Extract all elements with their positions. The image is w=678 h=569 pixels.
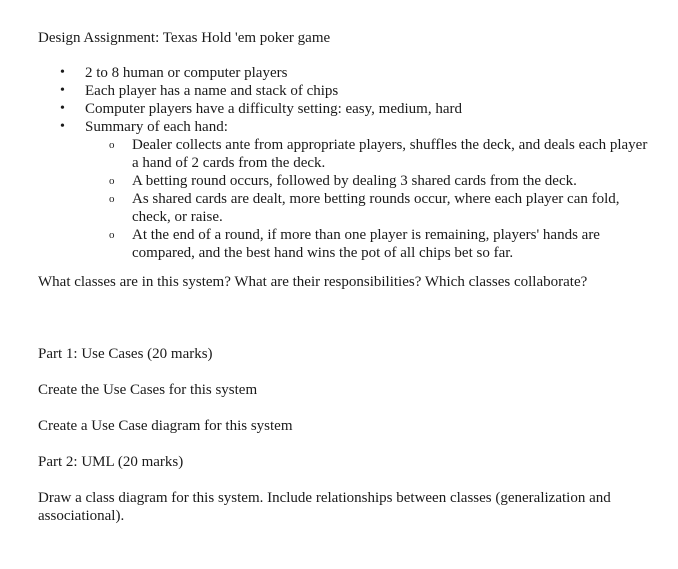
- hand-summary-sublist: [85, 136, 653, 262]
- sub-bullet-item: [85, 136, 653, 172]
- sub-bullet-text: As shared cards are dealt, more betting rounds occur, where each player can fold, check, or raise.: [132, 191, 620, 225]
- bullet-circle-icon: o: [109, 175, 115, 187]
- bullet-item: [38, 118, 653, 262]
- bullet-text: 2 to 8 human or computer players: [85, 65, 288, 81]
- bullet-dot-icon: •: [60, 65, 65, 80]
- bullet-item: [38, 100, 653, 118]
- bullet-circle-icon: o: [109, 139, 115, 151]
- bullet-text: Summary of each hand:: [85, 119, 228, 135]
- bullet-text: Computer players have a difficulty setting: easy, medium, hard: [85, 101, 462, 117]
- part2-instruction-class-diagram: Draw a class diagram for this system. Include relationships between classes (generalization and associational).: [38, 490, 611, 524]
- bullet-circle-icon: o: [109, 193, 115, 205]
- bullet-circle-icon: o: [109, 229, 115, 241]
- sub-bullet-text: Dealer collects ante from appropriate players, shuffles the deck, and deals each player a hand of 2 cards from the deck.: [132, 137, 648, 171]
- part2-heading: Part 2: UML (20 marks): [38, 454, 184, 470]
- bullet-item: [38, 64, 653, 82]
- document-title: Design Assignment: Texas Hold 'em poker game: [38, 30, 331, 46]
- sub-bullet-item: [85, 226, 653, 262]
- bullet-text: Each player has a name and stack of chips: [85, 83, 339, 99]
- bullet-dot-icon: •: [60, 101, 65, 116]
- document-page: [38, 29, 653, 525]
- requirements-list: [38, 64, 653, 262]
- part1-instruction-use-cases: Create the Use Cases for this system: [38, 382, 258, 398]
- bullet-dot-icon: •: [60, 119, 65, 134]
- bullet-item: [38, 82, 653, 100]
- design-question: What classes are in this system? What are their responsibilities? Which classes collaborate?: [38, 274, 588, 290]
- part1-heading: Part 1: Use Cases (20 marks): [38, 346, 213, 362]
- sub-bullet-item: [85, 172, 653, 190]
- sub-bullet-text: At the end of a round, if more than one player is remaining, players' hands are compared, and the best hand wins the pot of all chips bet so far.: [132, 227, 600, 261]
- sub-bullet-item: [85, 190, 653, 226]
- bullet-dot-icon: •: [60, 83, 65, 98]
- sub-bullet-text: A betting round occurs, followed by dealing 3 shared cards from the deck.: [132, 173, 577, 189]
- part1-instruction-diagram: Create a Use Case diagram for this system: [38, 418, 293, 434]
